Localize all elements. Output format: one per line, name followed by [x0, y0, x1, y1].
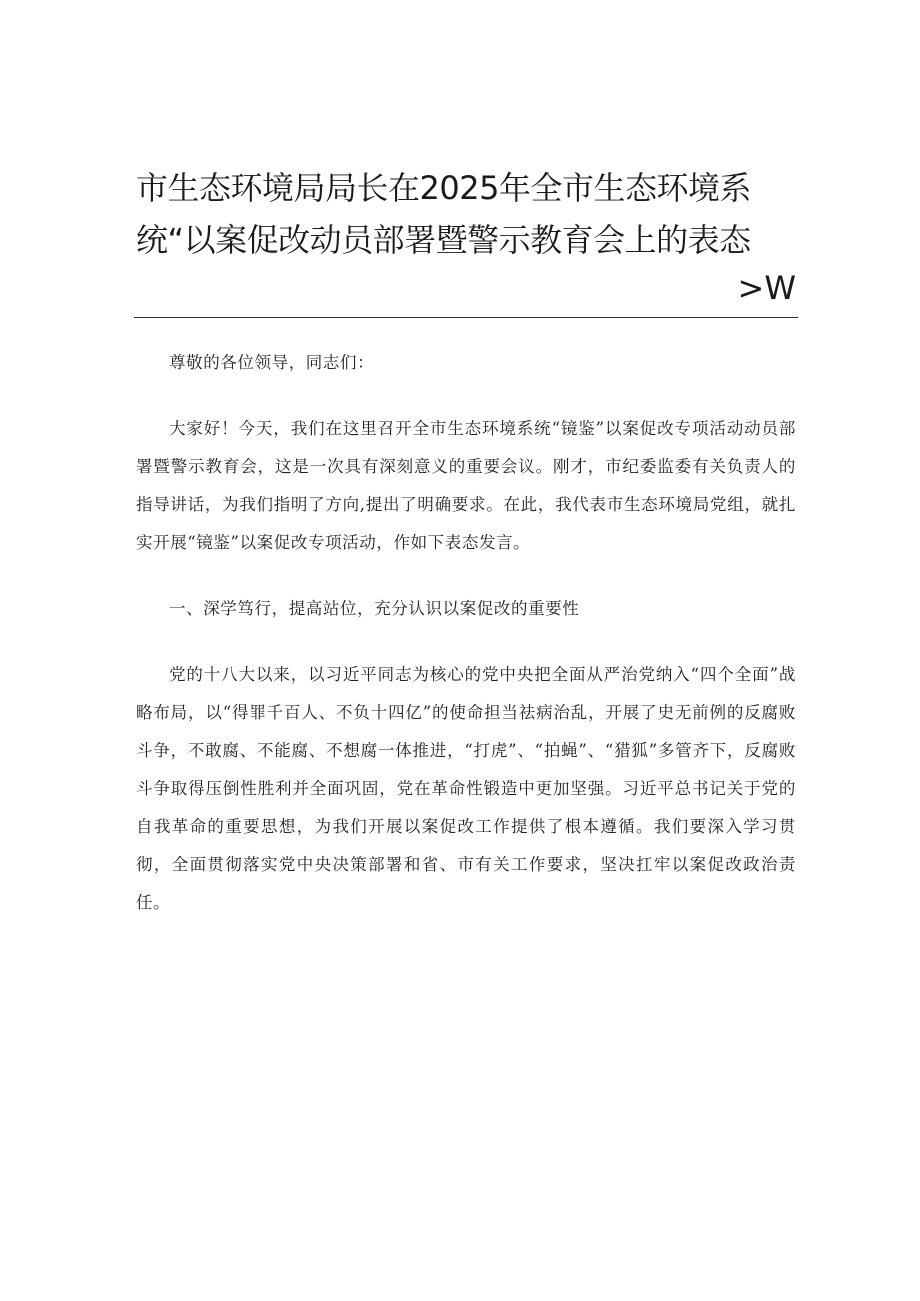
title-divider	[134, 317, 798, 318]
document-title: 市生态环境局局长在2025年全市生态环境系统“以案促改动员部署暨警示教育会上的表态	[136, 169, 751, 259]
paragraph-section-1: 党的十八大以来，以习近平同志为核心的党中央把全面从严治党纳入“四个全面”战略布局，以“得罪千百人、不负十四亿”的使命担当祛病治乱，开展了史无前例的反腐败斗争，不敢腐、不能腐、不想腐一体推进，“打虎”、“拍蝇”、“猎狐”多管齐下，反腐败斗争取得压倒性胜利并全面巩固，党在革命性锻造中更加坚强。习近平总书记关于党的自我革命的重要思想，为我们开展以案促改工作提供了根本遵循。我们要深入学习贯彻，全面贯彻落实党中央决策部署和省、市有关工作要求，坚决扛牢以案促改政治责任。	[136, 665, 796, 912]
salutation: 尊敬的各位领导，同志们：	[169, 353, 375, 372]
section-heading-1: 一、深学笃行，提高站位，充分认识以案促改的重要性	[169, 599, 580, 618]
document-body	[136, 344, 796, 950]
paragraph-opening: 大家好！今天，我们在这里召开全市生态环境系统“镜鉴”以案促改专项活动动员部署暨警示教育会，这是一次具有深刻意义的重要会议。刚才，市纪委监委有关负责人的指导讲话，为我们指明了方向,提出了明确要求。在此，我代表市生态环境局党组，就扎实开展“镜鉴”以案促改专项活动，作如下表态发言。	[136, 419, 796, 552]
title-tail-mark: >W	[737, 269, 796, 307]
